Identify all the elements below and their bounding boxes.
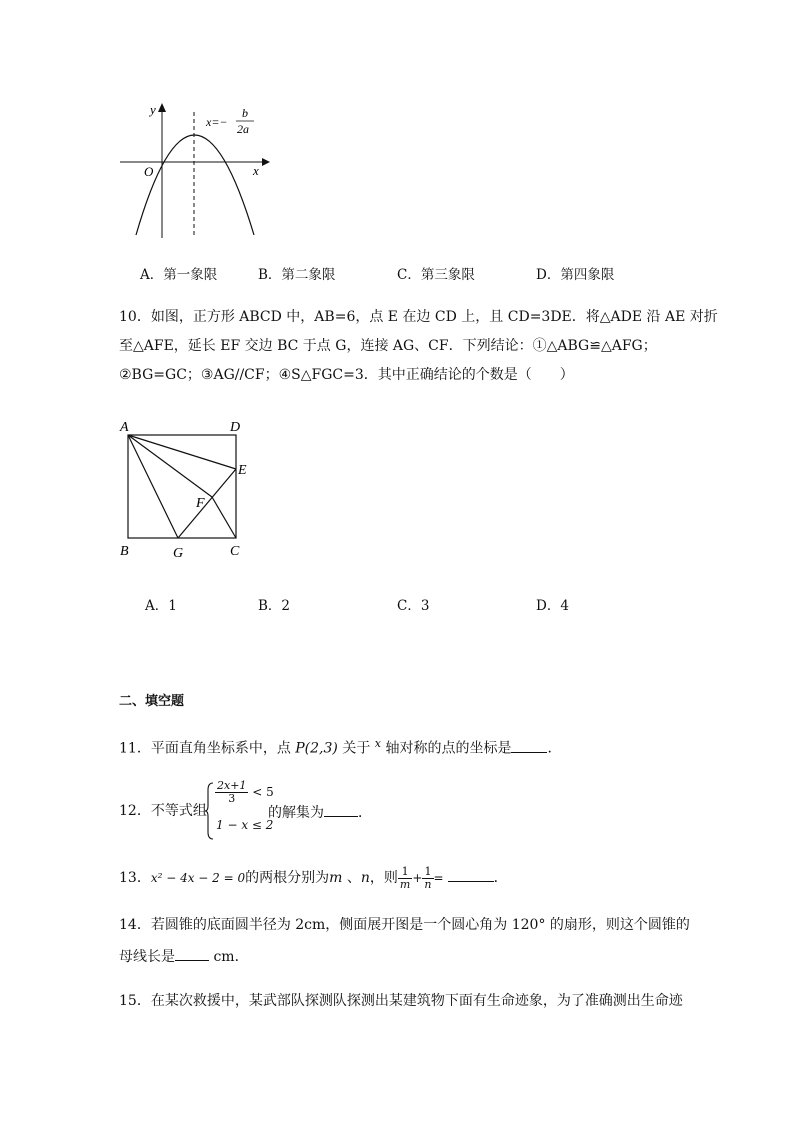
q13-answer-blank[interactable] xyxy=(448,867,494,882)
square-abcd xyxy=(128,435,236,538)
section-title: 二、填空题 xyxy=(119,694,185,709)
q13-n: n xyxy=(360,870,370,886)
label-a: A xyxy=(120,420,129,435)
q12-answer-blank[interactable] xyxy=(324,802,358,817)
q10-option-d[interactable]: D．4 xyxy=(536,598,569,614)
q11-axis: x xyxy=(374,737,381,750)
q11-middle: 关于 xyxy=(337,740,375,757)
q12-brace-icon xyxy=(205,782,215,840)
q13-frac2-num: 1 xyxy=(422,866,433,879)
q12-ineq1-den: 3 xyxy=(228,792,236,805)
q12-before: 12．不等式组 xyxy=(119,803,207,819)
q13-sep: 、 xyxy=(342,870,361,886)
label-c: C xyxy=(230,544,240,559)
q13-mid: 的两根分别为 xyxy=(245,870,330,886)
q14-line-1: 14．若圆锥的底面圆半径为 2cm，侧面展开图是一个圆心角为 120° 的扇形，则这个圆锥的 xyxy=(119,917,690,933)
q10-line-3: ②BG=GC；③AG//CF；④S△FGC=3．其中正确结论的个数是（ ） xyxy=(119,367,574,383)
q9-option-c[interactable]: C．第三象限 xyxy=(397,267,475,283)
q12-tail xyxy=(268,802,372,822)
q9-option-b[interactable]: B．第二象限 xyxy=(258,267,336,283)
axis-eq-den: 2a xyxy=(237,122,249,136)
q11 xyxy=(119,735,561,758)
origin-label: O xyxy=(144,164,154,179)
parabola-graph xyxy=(110,98,280,243)
q10-line-1: 10．如图，正方形 ABCD 中，AB=6，点 E 在边 CD 上，且 CD=3DE．将△ADE 沿 AE 对折 xyxy=(119,309,718,325)
q10-option-b[interactable]: B．2 xyxy=(258,598,291,614)
q12-end: ． xyxy=(358,805,372,821)
q12-ineq2: 1 − x ≤ 2 xyxy=(216,818,274,832)
segment-ae xyxy=(128,435,236,469)
q14-line-2 xyxy=(119,946,249,966)
q12-ineq1-num: 2x+1 xyxy=(217,779,247,792)
q13-eq: = xyxy=(433,871,444,885)
q13-prefix: 13． xyxy=(119,870,151,886)
segment-fc xyxy=(212,497,236,538)
q15-line-1: 15．在某次救援中，某武部队探测队探测出某建筑物下面有生命迹象，为了准确测出生命迹 xyxy=(119,993,683,1009)
q12-ineq1-rel: < 5 xyxy=(252,785,274,799)
q10-option-a[interactable]: A．1 xyxy=(145,598,177,614)
q12-ineq1-fraction xyxy=(215,780,248,805)
q13 xyxy=(119,863,508,893)
q13-frac1-den: m xyxy=(399,877,411,891)
q11-point: P(2,3) xyxy=(295,740,338,757)
q9-option-a[interactable]: A．第一象限 xyxy=(140,267,218,283)
q11-answer-blank[interactable] xyxy=(511,738,547,753)
label-f: F xyxy=(196,496,205,511)
q13-frac1-num: 1 xyxy=(398,866,412,879)
q14-line-2-before: 母线长是 xyxy=(119,949,175,965)
q13-plus: + xyxy=(412,871,423,885)
q13-then: ，则 xyxy=(369,870,398,886)
segment-ag xyxy=(128,435,178,538)
q13-frac1 xyxy=(398,866,412,891)
label-g: G xyxy=(173,546,184,561)
q9-option-d[interactable]: D．第四象限 xyxy=(536,267,615,283)
segment-eg xyxy=(178,469,236,538)
q13-end: ． xyxy=(493,870,508,886)
q11-before: 11．平面直角坐标系中，点 xyxy=(119,740,296,757)
y-axis-label: y xyxy=(150,102,156,117)
q10-line-2: 至△AFE，延长 EF 交边 BC 于点 G，连接 AG、CF．下列结论：①△ABG≌△AFG； xyxy=(119,338,657,354)
q13-frac2-den: n xyxy=(424,877,432,891)
segment-af xyxy=(128,435,212,497)
q11-after: 轴对称的点的坐标是 xyxy=(381,740,512,757)
q12-ineq1 xyxy=(215,780,274,805)
label-b: B xyxy=(120,544,129,559)
q12-after: 的解集为 xyxy=(268,805,324,821)
q13-frac2 xyxy=(422,866,433,891)
q11-end: ． xyxy=(547,740,562,757)
axis-eq-prefix: x=− xyxy=(206,115,228,129)
axis-eq-num: b xyxy=(242,106,248,120)
x-axis-arrow xyxy=(262,158,270,166)
q13-m: m xyxy=(329,870,343,886)
label-d: D xyxy=(230,420,241,435)
q10-option-c[interactable]: C．3 xyxy=(397,598,430,614)
parabola-curve xyxy=(136,135,254,235)
y-axis-arrow xyxy=(158,103,166,112)
q14-answer-blank[interactable] xyxy=(175,946,209,961)
square-figure xyxy=(112,415,262,565)
q14-line-2-after: cm． xyxy=(209,949,249,965)
x-axis-label: x xyxy=(253,163,259,178)
label-e: E xyxy=(238,463,247,478)
q13-equation: x² − 4x − 2 = 0 xyxy=(150,871,246,885)
